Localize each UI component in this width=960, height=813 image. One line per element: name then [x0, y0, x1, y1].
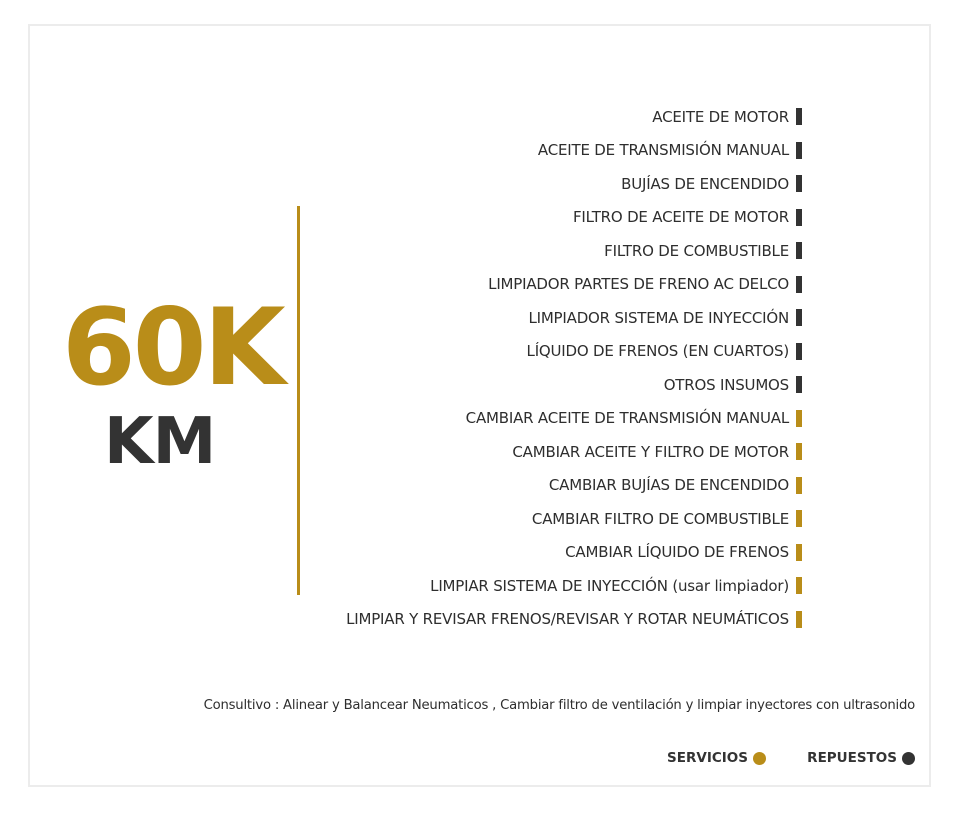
item-label: CAMBIAR FILTRO DE COMBUSTIBLE	[531, 509, 789, 528]
repuesto-marker-icon	[796, 309, 802, 326]
legend-servicios-label: SERVICIOS	[667, 750, 748, 766]
list-item	[346, 569, 802, 603]
servicio-marker-icon	[796, 477, 802, 494]
item-label: ACEITE DE TRANSMISIÓN MANUAL	[537, 141, 789, 160]
item-label: CAMBIAR ACEITE Y FILTRO DE MOTOR	[512, 442, 789, 461]
list-item	[346, 435, 802, 469]
item-label: BUJÍAS DE ENCENDIDO	[621, 174, 789, 193]
item-label: ACEITE DE MOTOR	[652, 107, 789, 126]
item-label: LIMPIAR SISTEMA DE INYECCIÓN (usar limpiador)	[430, 576, 789, 595]
list-item	[346, 603, 802, 637]
servicio-marker-icon	[796, 577, 802, 594]
servicio-marker-icon	[796, 510, 802, 527]
list-item	[346, 536, 802, 570]
repuesto-marker-icon	[796, 242, 802, 259]
servicio-marker-icon	[796, 544, 802, 561]
list-item	[346, 402, 802, 436]
mileage-unit: KM	[104, 405, 216, 479]
servicio-marker-icon	[796, 443, 802, 460]
servicio-marker-icon	[796, 410, 802, 427]
legend-servicios	[667, 750, 766, 766]
list-item	[346, 469, 802, 503]
repuesto-marker-icon	[796, 376, 802, 393]
advisory-note: Consultivo : Alinear y Balancear Neumaticos , Cambiar filtro de ventilación y limpiar inyectores con ultrasonido	[203, 698, 915, 713]
repuesto-marker-icon	[796, 142, 802, 159]
item-label: LIMPIADOR PARTES DE FRENO AC DELCO	[488, 275, 789, 294]
repuesto-marker-icon	[796, 343, 802, 360]
legend-repuestos-label: REPUESTOS	[807, 750, 897, 766]
list-item	[346, 234, 802, 268]
servicio-marker-icon	[796, 611, 802, 628]
list-item	[346, 134, 802, 168]
repuesto-marker-icon	[796, 276, 802, 293]
item-label: LÍQUIDO DE FRENOS (EN CUARTOS)	[526, 342, 789, 361]
repuesto-marker-icon	[796, 175, 802, 192]
list-item	[346, 100, 802, 134]
list-item	[346, 268, 802, 302]
repuesto-marker-icon	[796, 108, 802, 125]
list-item	[346, 368, 802, 402]
list-item	[346, 301, 802, 335]
dark-dot-icon	[902, 752, 915, 765]
item-label: OTROS INSUMOS	[663, 375, 789, 394]
item-label: LIMPIAR Y REVISAR FRENOS/REVISAR Y ROTAR NEUMÁTICOS	[346, 610, 789, 629]
maintenance-item-list	[346, 100, 802, 636]
item-label: CAMBIAR LÍQUIDO DE FRENOS	[565, 543, 789, 562]
list-item	[346, 167, 802, 201]
repuesto-marker-icon	[796, 209, 802, 226]
item-label: CAMBIAR ACEITE DE TRANSMISIÓN MANUAL	[465, 409, 789, 428]
item-label: FILTRO DE COMBUSTIBLE	[604, 241, 789, 260]
gold-dot-icon	[753, 752, 766, 765]
mileage-value: 60K	[62, 286, 283, 409]
item-label: LIMPIADOR SISTEMA DE INYECCIÓN	[528, 308, 789, 327]
list-item	[346, 502, 802, 536]
list-item	[346, 201, 802, 235]
item-label: FILTRO DE ACEITE DE MOTOR	[572, 208, 789, 227]
list-item	[346, 335, 802, 369]
item-label: CAMBIAR BUJÍAS DE ENCENDIDO	[548, 476, 789, 495]
divider-line	[297, 206, 300, 595]
legend-repuestos	[807, 750, 915, 766]
